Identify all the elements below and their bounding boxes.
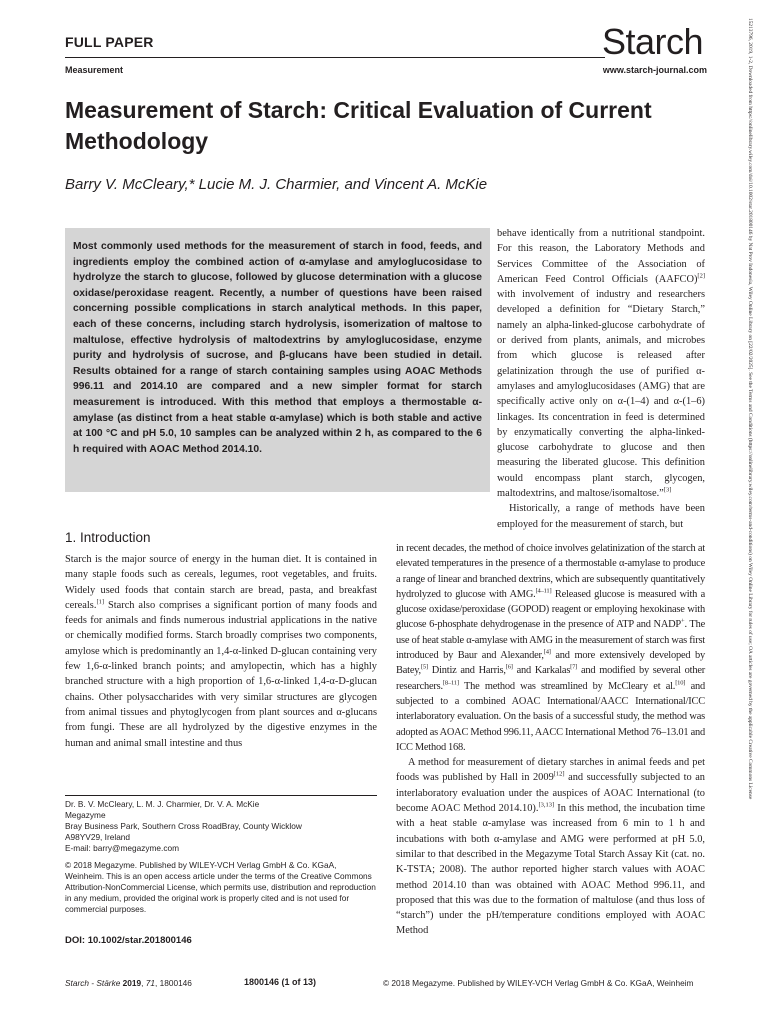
citation-ref[interactable]: [3] — [663, 486, 672, 494]
footer-citation: Starch - Stärke 2019, 71, 1800146 — [65, 978, 192, 988]
citation-ref[interactable]: [8–11] — [442, 679, 459, 687]
side-note-container — [733, 18, 761, 1008]
text-run: and modified by several other researchers. — [396, 665, 705, 692]
citation-ref[interactable]: [10] — [675, 679, 686, 687]
affiliation-authors: Dr. B. V. McCleary, L. M. J. Charmier, Dr. V. A. McKie — [65, 799, 260, 809]
journal-url[interactable]: www.starch-journal.com — [602, 65, 707, 75]
text-run: in recent decades, the method of choice involves gelatinization of the starch at elevated temperatures in the presence of a thermostable α-amylase to produce a range of linear and branched dextrins, which are subsequently quantitatively hydrolyzed to glucose with AMG. — [396, 543, 705, 600]
article-title: Measurement of Starch: Critical Evaluation of Current Methodology — [65, 97, 652, 154]
abstract-box — [65, 228, 490, 492]
text-run: The method was streamlined by McCleary et al. — [458, 680, 676, 692]
body-paragraph — [396, 541, 705, 755]
text-run: behave identically from a nutritional standpoint. For this reason, the Laboratory Methods and Services Committee of the Association of American Feed Control Officials (AAFCO) — [497, 228, 705, 285]
affiliation-org: Megazyme — [65, 810, 106, 820]
body-paragraph — [497, 226, 705, 501]
author-list: Barry V. McCleary,* Lucie M. J. Charmier, and Vincent A. McKie — [65, 176, 488, 193]
header-rule — [65, 57, 605, 58]
section-tag: Measurement — [65, 65, 124, 75]
text-run: with involvement of industry and researchers developed a definition for “Dietary Starch,” namely an alpha-linked-glucose carbohydrate of or derived from plants, animals, and microbes from which glucose is released after gelatinization through the use of purified α-amylases and amyloglucosidases (AMG) that are specifically active only on α-(1–4) and α-(1–6) linkages. Its concentration in feed is determined by enzymatically converting the alpha-linked-glucose carbohydrate to glucose and then measuring the liberated glucose. This definition would encompass plant starch, glycogen, maltodextrins, and maltose/isomaltose.” — [497, 289, 705, 500]
citation-ref[interactable]: [4] — [543, 648, 551, 656]
right-column-top — [497, 226, 705, 532]
footnote-rule — [65, 795, 377, 796]
citation-ref[interactable]: [5] — [420, 663, 428, 671]
citation-ref[interactable]: [6] — [505, 663, 513, 671]
body-paragraph — [396, 755, 705, 939]
section-heading: 1. Introduction — [65, 530, 151, 545]
text-run: and Karkalas — [512, 665, 571, 677]
text-run: Starch also comprises a significant portion of many foods and feeds for animals and finds numerous industrial applications in the native or chemically modified forms. Starch broadly comprises two components, amylose which is predominantly an 1,4-α-linked D-glucan containing very few 1,6-α-linked branch points; and amylopectin, which has a highly branched structure with a high proportion of 1,6-α-linked 1,4-α-D-glucan chains. Other polysaccharides with very similar structures are glycogen from animal tissues and phytoglycogen from plant sources and α-glucans from fungi. These are all hydrolyzed by the digestive enzymes in the human and animal small intestine and thus — [65, 599, 377, 749]
footer-journal: Starch - Stärke — [65, 978, 121, 988]
text-run: Dintiz and Harris, — [427, 665, 506, 677]
text-run: and successfully subjected to an interlaboratory evaluation under the auspices of AOAC International (to become AOAC Method 2014.10). — [396, 772, 705, 815]
text-run: Starch is the major source of energy in the human diet. It is contained in many staple foods such as cereals, legumes, root vegetables, and fruits. Widely used foods that contain starch are bread, pasta, and breakfast cereals. — [65, 554, 377, 611]
citation-ref[interactable]: [3,13] — [538, 801, 555, 809]
citation-ref[interactable]: [1] — [96, 598, 105, 606]
journal-logo: Starch — [602, 21, 704, 62]
citation-ref[interactable]: [4–11] — [535, 587, 552, 595]
text-run: Released glucose is measured with a glucose oxidase/peroxidase (GOPOD) reagent or employing hexokinase with glucose 6-phosphate dehydrogenase in the presence of ATP and NADP — [396, 588, 705, 631]
footer-article-id: 1800146 — [159, 978, 192, 988]
text-run: In this method, the incubation time with a heat stable α-amylase was increased from 6 min to 1 h and incubations with both α-amylase and AMG were performed at pH 5.0, similar to that described in the Megazyme Total Starch Assay Kit (cat. no. K-TSTA; 2008). The author reported higher starch values with AOAC method 2014.10 than was obtained with AOAC Method 996.11, and proposed that this was due to the formation of maltulose (and thus loss of “starch”) under the pH/temperature conditions employed with AOAC Method — [396, 803, 705, 937]
right-column-lower — [396, 541, 705, 939]
citation-ref[interactable]: [7] — [570, 663, 578, 671]
corresponding-email[interactable]: E-mail: barry@megazyme.com — [65, 843, 180, 853]
text-run: A method for measurement of dietary starches in animal feeds and pet foods was published by Hall in 2009 — [396, 757, 705, 784]
download-side-note: 15213796, 2019, 1-2, Downloaded from https://onlinelibrary.wiley.com/doi/10.1002/star.201800146 by Nat Prov Indonesia, Wiley Online Library on [22/02/2025]. See the Terms and Conditions (https://onlinelibrary.wiley.com/terms-and-conditions) on Wiley Online Library for rules of use; OA articles are governed by the applicable Creative Commons License — [747, 18, 753, 800]
footer-copyright: © 2018 Megazyme. Published by WILEY-VCH Verlag GmbH & Co. KGaA, Weinheim — [383, 978, 694, 988]
footer-year: 2019 — [122, 978, 142, 988]
affiliation-footnote — [65, 799, 377, 921]
abstract-text: Most commonly used methods for the measurement of starch in food, feeds, and ingredients employ the combined action of α-amylase and amyloglucosidase to hydrolyze the starch to glucose, followed by glucose determination with a glucose oxidase/peroxidase reagent. Recently, a number of questions have been raised concerning possible complications in starch analytical methods. In this paper, each of these concerns, including starch hydrolysis, isomerization of maltose to maltulose, effective hydrolysis of maltodextrins by amyloglucosidase, enzyme purity and hydrolysis of sucrose, and β-glucans have been studied in detail. Results obtained for a range of starch containing samples using AOAC Methods 996.11 and 2014.10 are compared and a new simpler format for starch measurement is introduced. With this method that employs a thermostable α-amylase (as distinct from a heat stable α-amylase) which is both stable and active at 100 °C and pH 5.0, 10 samples can be analyzed within 2 h, as compared to the 6 h required with AOAC Method 2014.10. — [73, 241, 482, 455]
text-run: and more extensively developed by Batey, — [396, 650, 705, 677]
superscript: + — [681, 618, 685, 626]
doi-link[interactable]: DOI: 10.1002/star.201800146 — [65, 935, 192, 946]
footer-page-number: 1800146 (1 of 13) — [244, 977, 317, 987]
footer-volume: 71 — [145, 978, 155, 988]
body-paragraph: Historically, a range of methods have been employed for the measurement of starch, but — [497, 503, 705, 530]
affiliation-postcode: A98YV29, Ireland — [65, 832, 131, 842]
intro-left-column — [65, 552, 377, 751]
license-text: © 2018 Megazyme. Published by WILEY-VCH Verlag GmbH & Co. KGaA, Weinheim. This is an open access article under the terms of the Creative Commons Attribution-NonCommercial License, which permits use, distribution and reproduction in any medium, provided the original work is properly cited and is not used for commercial purposes. — [65, 860, 376, 914]
affiliation-block — [65, 799, 377, 854]
citation-ref[interactable]: [12] — [553, 770, 565, 778]
citation-ref[interactable]: [2] — [697, 272, 705, 280]
article-type-label: FULL PAPER — [65, 34, 154, 50]
text-run: and subjected to a combined AOAC International/AACC International/ICC interlaboratory evaluation. On the basis of a successful study, the method was adopted as AOAC Method 996.11, AACC International Method 76–13.01 and ICC Method 168. — [396, 680, 705, 753]
body-paragraph — [65, 552, 377, 751]
text-run: . The use of heat stable α-amylase with AMG in the measurement of starch was first introduced by Baur and Alexander, — [396, 619, 705, 662]
affiliation-address: Bray Business Park, Southern Cross RoadBray, County Wicklow — [65, 821, 302, 831]
